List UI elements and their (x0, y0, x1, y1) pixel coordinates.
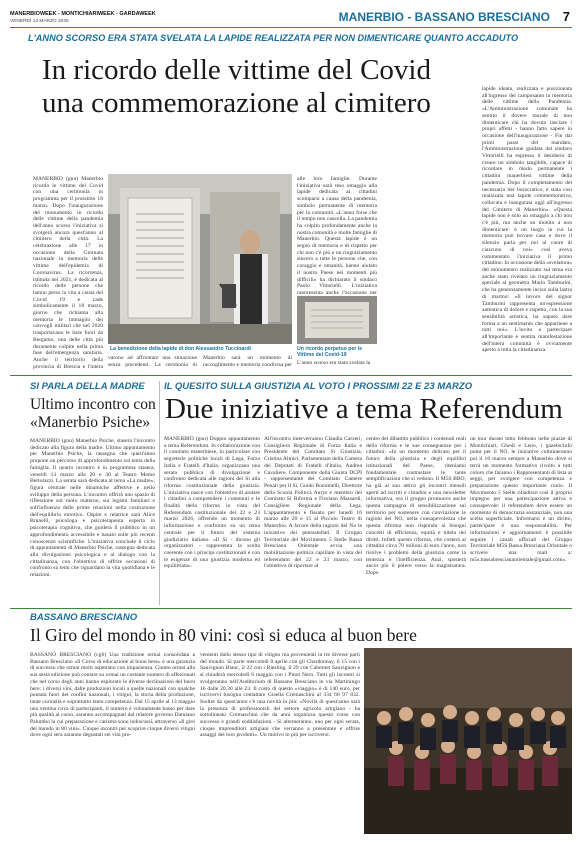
art1-box-caption: Un ricordo perpetuo per le Vittime del Covid-19 (297, 346, 363, 358)
wine-course-group-photo (364, 648, 572, 834)
art1-col2: varono ad affrontare una situazione senza precedenti. La cerimonia di Manerbio sarà un momento di raccoglimento e memoria condivisa per (108, 355, 292, 368)
art1-title-line1: In ricordo delle vittime del Covid (42, 54, 431, 86)
art3-col2: All'incontro interverranno Claudia Carzeri, Consigliera Regionale di Forza Italia e Presidente del Comitato Sì Giustizia, Cristina Almici, Parlamentare della Camera dei Deputati di Fratelli d'Italia, Andrea Cavaliere, Componente della Giunta DCPI - rappresentante del Comitato Camere Penali per il Sì, Guido Bonomelli, Direttore della Scuola Politica Aurys e membro del Comitato Sì Riforma e Floriano Massardi, Consigliere Regionale della Lega. L'appuntamento è fissato per lunedì 16 marzo alle 20 e 15 al Piccolo Teatro di Manerbio. A favore della ragioni del No le iniziative dei pentastellati. Il Gruppo Territoriale del Movimento 5 Stelle Bassa Bresciana Orientale avvia una mobilitazione politica capillare in vista del referendum del 22 e 23 marzo, con l'obiettivo di riportare al (264, 436, 362, 570)
section-divider-2 (10, 608, 572, 609)
art1-col3-tail: L'anno scorso era stata svelata la (297, 360, 371, 366)
masthead-rule (10, 27, 572, 28)
cemetery-ceremony-photo (108, 174, 292, 344)
art1-col3-text: alle loro famiglie. Durante l'iniziativa sarà reso omaggio alla lapide dedicata ai cittadini scomparsi a causa della pandemia, simbolo permanente di memoria per la comunità. «L'anno forse che il tempo non cancella. La pandemia ha colpito profondamente anche la nostra comunità e molte famiglie di Manerbio. Questa lapide è un segno di memoria e di rispetto per chi non c'è più e un ringraziamento sincero a tutte le persone che, con coraggio e umanità, hanno aiutato il nostro Paese nei momenti più difficili» ha dichiarato il sindaco Paolo Vittorielli. L'iniziativa rappresenta anche l'occasione per (297, 176, 377, 294)
column-divider (159, 381, 160, 605)
art4-col1: BASSANO BRESCIANO (cg6) Una tradizione ormai consolidata a Bassano Bresciano «Il Corso di educazione al buon bere» è una garanzia di successo che ormai molti aspettano con impazienza. Giunto ormai alla sua sesta edizione può contare su ormai un costante numero di affezionati che nel corso degli anni hanno esplorato le diverse declinazioni del buon bere: i diversi vini, dalle produzioni locali a quelle nazionali con qualche puntata fuori dei confini nazionali, i vitigni, la storia della produzione, tante curiosità e soprattutto tanta competenza. Dal 15 aprile al 13 maggio una ventina circa di partecipanti, il numero è volutamente basso per dare più qualità al corso, saranno accompagnati dal relatore governo Damiano Palumbo la cui preparazione e carisma sono indiscussi, attraverso «Il giro del mondo in 80 vini». Cinque incontri per scoprire cinque diversi vitigni dove ogni sera saranno degustati sei vini pro- (30, 652, 195, 739)
art1-col4: lapide ideata, realizzata e posizionata all'ingresso del camposanto in memoria delle vittime della Pandemia. «L'Amministrazione comunale ha sentito il dovere morale di non dimenticare chi ha dovuto lasciare i propri affetti - hanno fatto sapere in occasione dell'inaugurazione - Fin dai primi passi del mandato, l'Amministrazione guidata dal sindaco Vittorielli ha espresso il desiderio di creare un simbolo tangibile, capace di ricordare in modo permanente i cittadini manerbiesi vittime della pandemia. Dopo il completamento del necessario iter burocratico, è stata così realizzata una lapide commemorativa, collocata e inaugurata oggi all'ingresso del Cimitero di Manerbio». «Questa lapide non è solo un omaggio a chi non c'è più, ma anche un monito a non dimenticare: è un luogo in cui la memoria può trovare casa e dove il silenzio parla per noi al cuore di ciascuno di noi» così aveva commentato l'iniziativa il primo cittadino. In occasione della «svelatura» del monumento realizzato sul tema era anche stato rivelato un ringraziamento speciale al geometra Mario Tamburini, che ha generosamente inciso sulla lastra di marmo: «Il lavoro del signor Tamburini rappresenta un'espressione autentica di dolore e rispetto, con la sua sensibilità artistica, ha saputo dare forma a un sentimento che appartiene a tutti noi». L'invito a partecipare all'importante e sentita manifestazione dell'intera comunità è ovviamente aperto a tutta la cittadinanza. (482, 86, 572, 354)
art3-col4: un tour durato tutto febbraio nelle piazze di Montichiari, Ghedi e Leno, i gazebo/info point per il NO, le iniziative culmineranno poi il 16 marzo sempre a Manerbio dove si terrà un momento formativo rivolto a tutti coloro che faranno i Rappresentanti di lista ai seggi, per svolgere con competenza e preparazione questo importante ruolo. Il Movimento 5 Stelle ribadisce così il proprio impegno per una partecipazione attiva e consapevole: il referendum deve essere un momento di democrazia sostanziale, non una scelta superficiale. Informarsi è un diritto, partecipare è una responsabilità. Per informazioni e aggiornamenti è possibile seguire i canali ufficiali del Gruppo Territoriale M5S Bassa Bresciana Orientale o scrivere una mail a: m5s.bassabrescianaorientale@gmail.com». (470, 436, 572, 563)
art2-title-line1: Ultimo incontro con (30, 396, 156, 413)
art1-col4-overflow (382, 176, 478, 372)
art4-col2: venienti dallo stesso tipo di vitigno ma provenienti in tre diverse parti del mondo. Si parte mercoledì 8 aprile con gli Chardonnay, il 15 con i Sauvignon Blanc, il 22 con i Riesling, il 29 con Cabernet Sauvignon e si chiuderà mercoledì 6 maggio con i Pinot Nero. Tutti gli incontri si svolgeranno nell'Auditorium di Bassano Bresciano in via Martiningo 16 dalle 20,30 alle 23. Il costo di questo «viaggio» è di 140 euro, per iscrivervi bisogna contattare Gisella Cremaschini al 334 68 97 832. Inoltre da quest'anno c'è una novità in più: «Novità di quest'anno sarà la presenza di professionisti del settore agricolo artigiano - ha sottolineato Cremaschini che da anni organizza questo corso con successo e grandi soddisfazioni - Si alterneranno, uno per ogni serata, cinque imprenditori artigiani che verranno a presentare e offrire assaggi dei loro prodotti». Un motivo in più per iscriversi. (200, 652, 360, 739)
art2-body: MANERBIO (gnu) Manerbio Psiche, stasera l'incontro dedicato alla figura della madre. Ultimo appuntamento per Manerbio Psiche, la rassegna che quest'anno propone un percorso di approfondimento sul tema della famiglia. Il quarto incontro è in programma stasera, venerdì 13 marzo alle 20 e 30 al Teatro Memo Bertolazzi. La serata sarà dedicata al tema «La madre», figura centrale nelle dinamiche affettive e nello sviluppo della persona. L'incontro offrirà uno spazio di riflessione sul ruolo materno, sui legami familiari e sull'influenza delle prime relazioni nella costruzione dell'equilibrio emotivo. Ospite e relatrice sarà Alice Brunelli, psicologa e psicoterapeuta esperta in psicoterapia cognitiva, che guiderà il pubblico in un approfondimento accessibile e basato sulle più recenti conoscenze scientifiche. L'iniziativa conclude il ciclo di appuntamenti di Manerbio Psiche, rassegna dedicata alla divulgazione psicologica e al dialogo con la cittadinanza, con l'obiettivo di offrire occasioni di confronto su temi che riguardano la vita quotidiana e le relazioni. (30, 438, 155, 579)
art1-title (42, 54, 431, 120)
page-number: 7 (562, 9, 570, 24)
art1-photo-caption: La benedizione della lapide di don Alessandro Tuccinardi (110, 346, 251, 352)
art3-col3: centro del dibattito pubblico i contenuti reali della riforma e le sue conseguenze per i cittadini: «In un momento delicato per il futuro della giustizia e degli equilibri istituzionali del Paese, riteniamo fondamentale contrastare le tante semplificazioni che si vedono. Il M5S BBO, ha già al suo attivo gli incontri mensili aperti ad iscritti e cittadini e una newsletter informativa, ora il gruppo promuove anche questa campagna di sensibilizzazione sul territorio per sostenere con convinzione le ragioni del NO, nella consapevolezza che questa riforma non risponda ai bisogni concreti di efficienza, equità e tutela dei diritti. Infatti questa riforma, che costerà ai cittadini circa 70 milioni di euro l'anno, non risolve i problemi della giustizia come la lentezza e l'inefficienza. Anzi, sposterà ancor più il potere verso la magistratura. Dopo (366, 436, 466, 577)
art1-col3 (297, 176, 377, 372)
masthead-brand: MANERBIOWEEK - MONTICHIARIWEEK - GARDAWEEK (10, 11, 156, 17)
art3-col1: MANERBIO (gnu) Doppio appuntamento a tema Referendum. In collaborazione con il comitato manerbiese, in particolare con segreterie politiche locali di Lega, Forza Italia e Fratelli d'Italia, organizzano una serata pubblica di divulgazione e confronto dedicata alle ragioni del Sì alla riforma costituzionale della giustizia. L'iniziativa nasce con l'obiettivo di aiutare i cittadini a comprendere i contenuti e le finalità della riforma in vista del Referendum costituzionale del 22 e 23 marzo 2026, offrendo un momento di informazione e confronto su un tema centrale per il futuro del sistema giudiziario italiano. «Il Sì - dicono gli organizzatori - rappresenta la scelta coerente con i principi costituzionali e con le esigenze di una giustizia moderna ed equilibrata». (164, 436, 260, 570)
section-title: MANERBIO - BASSANO BRESCIANO (338, 10, 550, 24)
art4-photo (364, 648, 572, 834)
art2-kicker: SI PARLA DELLA MADRE (30, 381, 145, 392)
art3-kicker: IL QUESITO SULLA GIUSTIZIA AL VOTO I PROSSIMI 22 E 23 MARZO (164, 381, 473, 392)
memorial-plaque-photo (297, 296, 377, 344)
masthead (10, 8, 572, 32)
art1-kicker: L'ANNO SCORSO ERA STATA SVELATA LA LAPIDE REALIZZATA PER NON DIMENTICARE QUANTO ACCADUTO (28, 33, 519, 43)
art4-title: Il Giro del mondo in 80 vini: così si educa al buon bere (30, 625, 417, 645)
section-divider (10, 375, 572, 376)
art2-title-line2: «Manerbio Psiche» (30, 414, 151, 431)
art1-col1: MANERBIO (gnu) Manerbio ricorda le vittime del Covid con una cerimonia in programma per il prossimo 18 marzo. Dopo l'inaugurazione del monumento in ricordo delle vittime della pandemia dell'anno scorso l'iniziativa si svolgerà ancora quest'anno al cimitero della città. La celebrazione alle 17 in occasione della Giornata nazionale in memoria delle vittime dell'epidemia di Coronavirus. La ricorrenza, istituita nel 2021, è dedicata al ricordo delle persone che hanno perso la vita a causa del Covid 19 e cade simbolicamente il 18 marzo, giorno che richiama alla memoria le immagini dei convogli militari che nel 2020 trasportavano le bare fuori da Bergamo, una delle città più duramente colpite nella prima fase dell'emergenza sanitaria. Anche il territorio della provincia di Brescia e l'intera (33, 176, 103, 370)
masthead-date: VENERDÌ 13 MARZO 2026 (10, 19, 69, 24)
art2-title (30, 396, 160, 432)
art3-title: Due iniziative a tema Referendum (165, 393, 563, 425)
art1-photo (108, 174, 292, 344)
art1-box-photo (297, 296, 377, 344)
art4-kicker: BASSANO BRESCIANO (30, 612, 138, 623)
art1-title-line2: una commemorazione al cimitero (42, 87, 431, 119)
